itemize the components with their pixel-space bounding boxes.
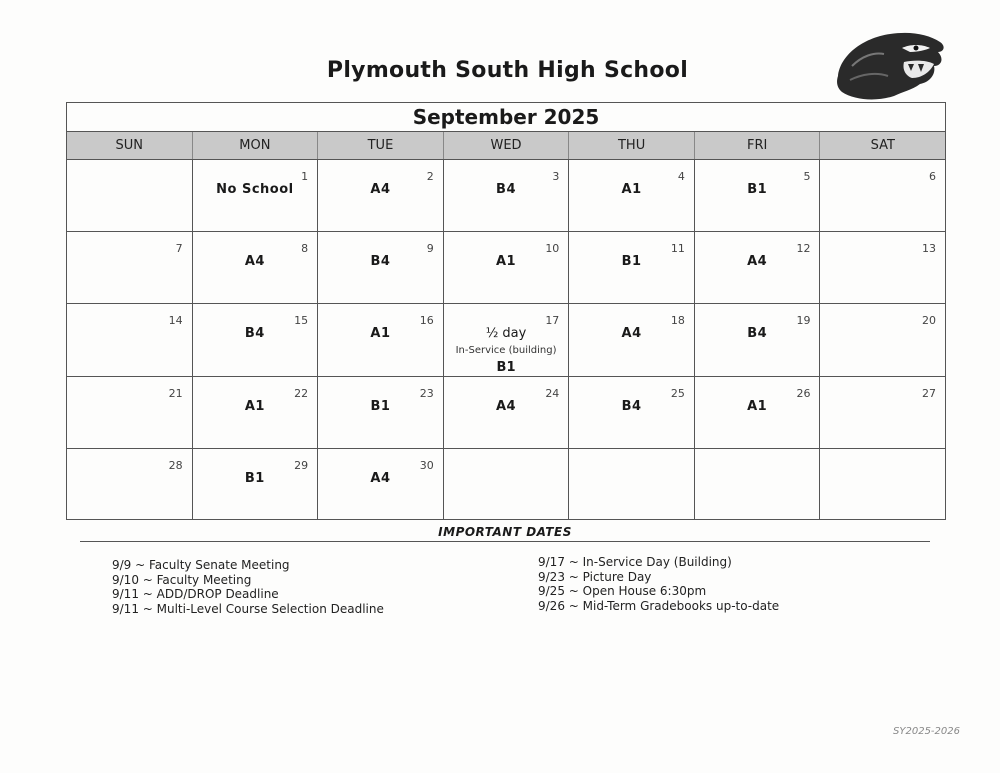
calendar-day-cell <box>695 304 821 375</box>
day-number: 12 <box>796 242 811 256</box>
calendar-day-cell <box>695 232 821 303</box>
important-date-item: 9/11 ~ ADD/DROP Deadline <box>112 587 279 601</box>
day-number: 14 <box>168 314 183 328</box>
day-number: 18 <box>670 314 685 328</box>
day-number: 16 <box>419 314 434 328</box>
calendar-day-cell <box>193 304 319 375</box>
important-dates-title: IMPORTANT DATES <box>80 525 930 542</box>
calendar-day-cell <box>318 232 444 303</box>
day-number: 19 <box>796 314 811 328</box>
calendar-day-cell <box>444 377 570 448</box>
calendar-day-cell <box>820 304 945 375</box>
day-number: 3 <box>552 170 560 183</box>
rotation-code: B1 <box>621 254 642 270</box>
rotation-code: A4 <box>621 326 642 342</box>
day-number: 17 <box>545 314 560 328</box>
dow-sat: SAT <box>870 138 895 153</box>
rotation-code: B4 <box>747 326 768 342</box>
rotation-code: A1 <box>495 254 517 270</box>
day-number: 28 <box>168 458 183 472</box>
rotation-code: B1 <box>244 470 265 486</box>
calendar-day-cell <box>569 449 695 520</box>
calendar-day-cell <box>193 160 319 231</box>
calendar-day-cell <box>695 377 821 448</box>
calendar-day-cell <box>318 304 444 375</box>
rotation-code: B1 <box>496 360 516 376</box>
important-date-item: 9/17 ~ In-Service Day (Building) <box>538 555 732 569</box>
rotation-code: A1 <box>244 398 265 414</box>
rotation-code: A1 <box>747 398 768 414</box>
calendar-day-cell <box>820 160 945 231</box>
calendar-day-cell <box>569 377 695 448</box>
important-date-item: 9/9 ~ Faculty Senate Meeting <box>112 558 290 572</box>
day-number: 29 <box>294 458 309 472</box>
day-number: 5 <box>803 170 811 183</box>
day-number: 24 <box>545 386 560 400</box>
calendar-day-cell <box>67 377 193 448</box>
calendar-day-cell <box>444 449 570 520</box>
day-number: 7 <box>175 242 183 256</box>
in-service-note: In-Service (building) <box>455 345 557 357</box>
calendar-day-cell <box>569 304 695 375</box>
dow-sun: SUN <box>67 132 193 159</box>
rotation-code: A1 <box>370 326 391 342</box>
calendar-day-cell <box>695 160 821 231</box>
rotation-code: A4 <box>370 182 391 197</box>
day-number: 15 <box>294 314 309 328</box>
day-number: 10 <box>545 242 560 256</box>
day-number: 2 <box>426 170 434 183</box>
day-number: 8 <box>301 242 309 256</box>
calendar-week-row <box>67 377 945 449</box>
day-number: 22 <box>294 386 309 400</box>
day-number: 26 <box>796 386 811 400</box>
important-dates-left <box>112 558 384 616</box>
important-date-item: 9/25 ~ Open House 6:30pm <box>538 584 707 598</box>
dow-tue: TUE <box>318 132 444 159</box>
important-date-item: 9/10 ~ Faculty Meeting <box>112 572 252 587</box>
days-of-week-header <box>67 132 945 160</box>
rotation-code: B4 <box>244 326 265 342</box>
half-day-label: ½ day <box>485 326 527 342</box>
calendar-day-cell <box>67 449 193 520</box>
rotation-code: A4 <box>244 254 265 270</box>
important-dates-right <box>538 555 779 613</box>
calendar-day-cell <box>444 232 570 303</box>
day-number: 25 <box>670 386 685 400</box>
school-title: Plymouth South High School <box>326 58 689 83</box>
calendar-day-cell <box>193 232 319 303</box>
calendar-weeks <box>67 160 945 520</box>
rotation-code: No School <box>216 182 294 197</box>
day-number: 4 <box>677 170 685 183</box>
rotation-code: A1 <box>621 182 642 197</box>
dow-mon: MON <box>193 132 319 159</box>
calendar-day-cell <box>820 449 945 520</box>
calendar-day-cell <box>193 449 319 520</box>
calendar-day-cell <box>444 160 570 231</box>
rotation-code: B1 <box>370 398 391 414</box>
rotation-code: A4 <box>747 254 768 270</box>
calendar-day-cell <box>444 304 570 375</box>
day-number: 6 <box>929 170 937 183</box>
panther-mascot-icon <box>832 26 950 106</box>
school-year-footer: SY2025-2026 <box>893 726 960 737</box>
important-date-item: 9/11 ~ Multi-Level Course Selection Deadline <box>112 601 384 616</box>
calendar-day-cell <box>695 449 821 520</box>
calendar-day-cell <box>569 232 695 303</box>
day-number: 23 <box>419 386 434 400</box>
day-number: 20 <box>922 314 937 328</box>
day-number: 27 <box>922 386 937 400</box>
calendar-day-cell <box>569 160 695 231</box>
dow-wed: WED <box>444 132 570 159</box>
calendar-day-cell <box>318 449 444 520</box>
calendar-week-row <box>67 304 945 376</box>
day-number: 11 <box>670 242 685 256</box>
rotation-code: B4 <box>496 182 516 197</box>
calendar-day-cell <box>820 377 945 448</box>
calendar-week-row <box>67 449 945 520</box>
dow-fri: FRI <box>695 132 821 159</box>
calendar-week-row <box>67 160 945 232</box>
day-number: 30 <box>419 458 434 472</box>
calendar-day-cell <box>67 304 193 375</box>
day-number: 21 <box>168 386 183 400</box>
day-number: 13 <box>922 242 937 256</box>
dow-thu: THU <box>569 132 695 159</box>
calendar-day-cell <box>318 377 444 448</box>
calendar-day-cell <box>318 160 444 231</box>
calendar-week-row <box>67 232 945 304</box>
calendar-day-cell <box>193 377 319 448</box>
month-title: September 2025 <box>67 103 945 132</box>
day-number: 1 <box>301 170 309 183</box>
rotation-code: B1 <box>747 182 768 197</box>
rotation-code: A4 <box>370 470 391 486</box>
calendar-day-cell <box>820 232 945 303</box>
calendar-grid <box>66 102 946 520</box>
rotation-code: B4 <box>621 398 642 414</box>
important-date-item: 9/23 ~ Picture Day <box>538 569 652 584</box>
calendar-day-cell <box>67 232 193 303</box>
day-number: 9 <box>426 242 434 256</box>
rotation-code: B4 <box>370 254 391 270</box>
rotation-code: A4 <box>495 398 517 414</box>
calendar-day-cell <box>67 160 193 231</box>
important-date-item: 9/26 ~ Mid-Term Gradebooks up-to-date <box>538 598 780 613</box>
